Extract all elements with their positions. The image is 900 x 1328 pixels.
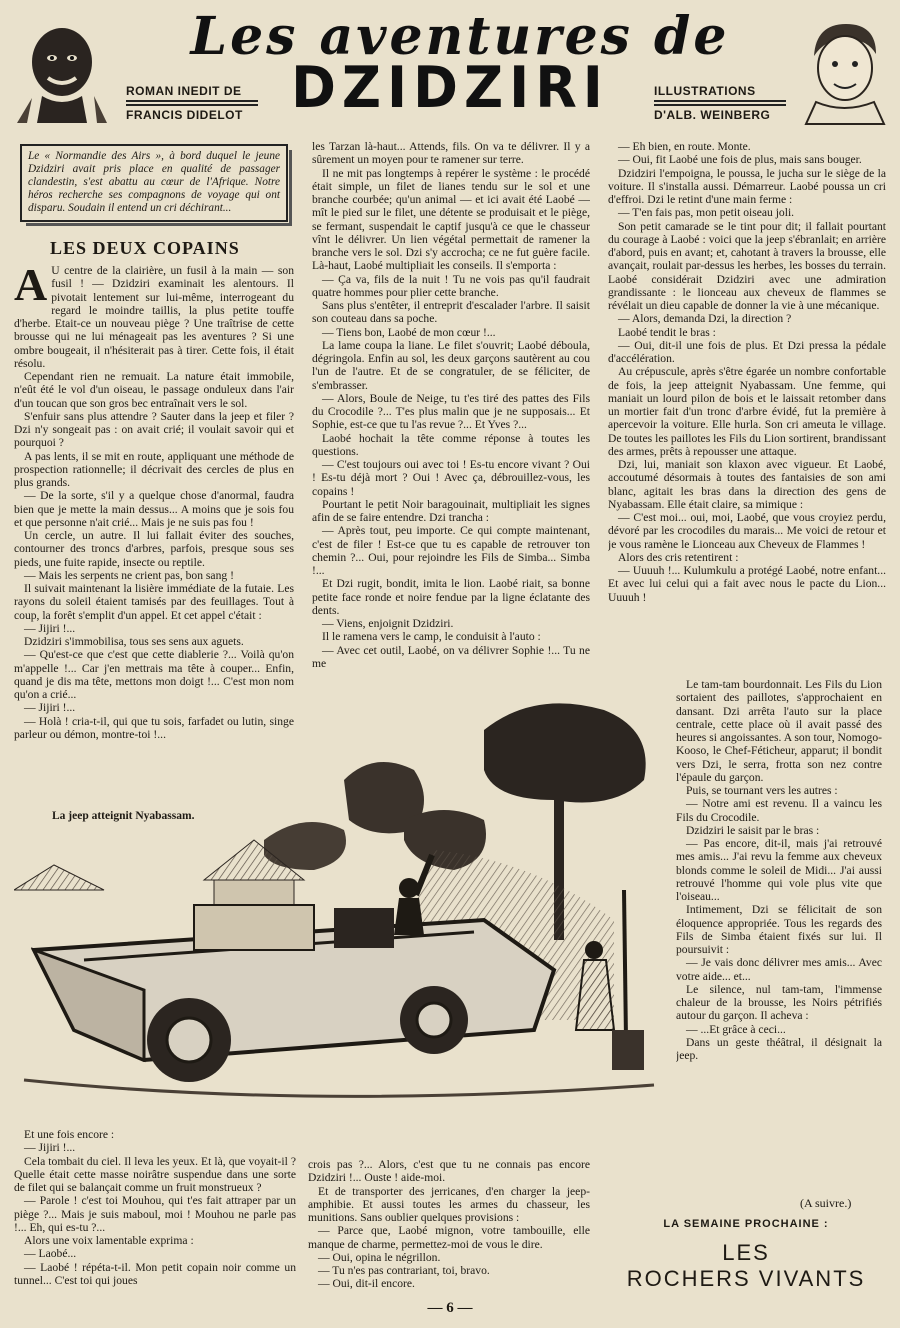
intro-summary-box: Le « Normandie des Airs », à bord duquel le jeune Dzidziri avait pris place en qualité de passager clandestin, s'est abattu au cœur de l'Afrique. Notre héros recherche ses compagnons de voyage qui ont disparu. Soudain il entend un cri déchirant... [20,144,288,222]
paragraph: Il suivait maintenant la lisière immédiate de la futaie. Les rayons du soleil étaient tamisés par des feuillages. Tout à coup, la forêt s'emplit d'un appel. Et cet appel c'était : [14,582,294,622]
paragraph: — De la sorte, s'il y a quelque chose d'anormal, faudra bien que je mette la main dessus... A moins que je sois fou et que personne n'ait crié... Mais je ne suis pas fou ! [14,489,294,529]
paragraph: Intimement, Dzi se félicitait de son éloquence appropriée. Tous les regards des Fils de Simba étaient fixés sur lui. Il poursuivit : [676,903,882,956]
paragraph: — C'est toujours oui avec toi ! Es-tu encore vivant ? Oui ! Es-tu déjà mort ? Oui ! Avec ça, débrouillez-vous, les copains ! [312,458,590,498]
paragraph: — Jijiri !... [24,701,76,715]
paragraph: Et Dzi rugit, bondit, imita le lion. Laobé riait, sa bonne petite face ronde et noire fendue par la ligne éclatante des dents. [312,577,590,617]
paragraph: — Alors, demanda Dzi, la direction ? [618,312,792,326]
jeep-village-illustration [14,690,674,1130]
paragraph: Dzidziri le saisit par le bras : [686,823,820,837]
paragraph: — Après tout, peu importe. Ce qui compte maintenant, c'est de filer ! Est-ce que tu es capable de retrouver ton chemin ?... Oui, pour rejoindre les Fils de Simba... Simba !... [312,524,590,577]
paragraph: — Parce que, Laobé mignon, votre tambouille, elle manque de charme, permettez-moi de vous le dire. [308,1224,590,1251]
paragraph: — Viens, enjoignit Dzidziri. [322,617,454,630]
column-1-bottom-text [14,1128,296,1288]
next-week-title [608,1240,884,1292]
paragraph: Pourtant le petit Noir baragouinait, multipliait les signes afin de se faire entendre. Dzi trancha : [312,497,590,524]
paragraph: — Oui, fit Laobé une fois de plus, mais sans bouger. [618,153,862,167]
paragraph: U centre de la clairière, un fusil à la main — son fusil ! — Dzidziri examinait les alentours. Il pivotait lentement sur lui-même, interrogeant du regard le moindre taillis, la plus petite touffe d'herbe. Etait-ce un nouveau piège ? Une traîtrise de cette brousse qui ne lui ménageait pas les aventures ? Si une ombre bougeait, il n'hésiterait pas à tirer. Cette fois, il était résolu. [14,264,294,370]
author-label: ROMAN INEDIT DE [126,84,242,98]
paragraph: — Alors, Boule de Neige, tu t'es tiré des pattes des Fils du Crocodile ?... T'es plus malin que je ne supposais... Et Sophie, est-ce que tu l'as revue ?... Et Yves ?... [312,391,590,432]
paragraph: Et une fois encore : [24,1128,115,1141]
paragraph: — Laobé... [24,1247,77,1261]
paragraph: Le silence, nul tam-tam, l'immense chaleur de la brousse, les Noirs pétrifiés autour du garçon. Il acheva : [676,982,882,1023]
paragraph: — Holà ! cria-t-il, qui que tu sois, farfadet ou lutin, singe parleur ou démon, montre-toi !... [14,714,294,741]
paragraph: Sans plus s'entêter, il entreprit d'escalader l'arbre. Il saisit son couteau dans sa poche. [312,299,590,326]
title-dzidziri: DZIDZIRI [291,54,609,121]
white-boy-portrait [796,16,892,126]
next-title-line2: ROCHERS VIVANTS [626,1266,866,1291]
paragraph: — Je vais donc délivrer mes amis... Avec votre aide... et... [676,956,882,983]
paragraph: — Laobé ! répéta-t-il. Mon petit copain noir comme un tunnel... C'est toi qui joues [14,1260,296,1287]
author-name: FRANCIS DIDELOT [126,108,243,122]
paragraph: — Tiens bon, Laobé de mon cœur !... [322,325,496,339]
paragraph: crois pas ?... Alors, c'est que tu ne connais pas encore Dzidziri !... Ouste ! aide-moi. [308,1158,590,1185]
paragraph: — Jijiri !... [24,621,76,635]
paragraph: — C'est moi... oui, moi, Laobé, que vous croyiez perdu, dévoré par les crocodiles du marais... Me voici de retour et je vous ramène le Lionceau aux Cheveux de Flammes ! [608,511,886,551]
author-byline [126,84,258,122]
paragraph: A pas lents, il se mit en route, appliquant une méthode de prospection rationnelle; il décrivait des cercles de plus en plus grands. [14,449,294,489]
column-2-bottom-text [308,1158,590,1290]
paragraph: Au crépuscule, après s'être égarée un nombre confortable de fois, la jeep atteignit Nyabassam. Une femme, qui maniait un lourd pilon de bois et le laissait retomber dans un mortier fait d'un tronc d'arbre évidé, fut la première à apercevoir la voiture. Elle hurla. Son cri ameuta le village. De toutes les paillotes les Fils du Lion sortirent, brandissant des armes, prêts à repousser une attaque. [608,365,886,458]
paragraph: Cela tombait du ciel. Il leva les yeux. Et là, que voyait-il ? Quelle était cette masse noirâtre suspendue dans une sorte de filet qui se balançait comme un fruit monstrueux ? [14,1154,296,1194]
paragraph: — Parole ! c'est toi Mouhou, qui t'es fait attraper par un piège ?... Mais je suis maboul, moi ! Mouhou ne parle pas !... Eh, qui es-tu ?... [14,1194,296,1234]
illustrator-label: ILLUSTRATIONS [654,84,756,98]
paragraph: — Ça va, fils de la nuit ! Tu ne vois pas qu'il faudrait quatre hommes pour plier cette branche. [312,272,590,299]
paragraph: — Uuuuh !... Kulumkulu a protégé Laobé, notre enfant... Et avec lui celui qui a fait avec nous le pacte du Lion... Uuuuh ! [608,564,886,604]
african-boy-portrait [12,18,112,126]
paragraph: — Tu n'es pas contrariant, toi, bravo. [318,1264,490,1277]
paragraph: — Jijiri !... [24,1141,76,1155]
paragraph: — Oui, dit-il encore. [318,1277,415,1290]
paragraph: Dans un geste théâtral, il désignait la jeep. [676,1035,882,1062]
paragraph: La lame coupa la liane. Le filet s'ouvrit; Laobé déboula, dégringola. Enfin au sol, les deux garçons sautèrent au cou l'un de l'autre. Et de se congratuler, de se féliciter, de s'embrasser. [312,338,590,392]
column-2-text [312,140,590,706]
paragraph: S'enfuir sans plus attendre ? Sauter dans la jeep et filer ? Dzi n'y songeait pas : on avait crié; il voulait savoir qui et pourquoi ? [14,409,294,450]
paragraph: — Oui, opina le négrillon. [318,1250,441,1264]
paragraph: — Pas encore, dit-il, mais j'ai retrouvé mes amis... J'ai revu la femme aux cheveux blonds comme le soleil de Midi... J'ai aussi retrouvé l'homme qui vole plus vite que l'oiseau... [676,837,882,903]
to-be-continued: (A suivre.) [800,1196,852,1210]
paragraph: les Tarzan là-haut... Attends, fils. On va te délivrer. Il y a sûrement un moyen pour te ramener sur terre. [312,140,590,167]
column-3-narrow-text [676,678,882,1142]
paragraph: Alors une voix lamentable exprima : [24,1234,194,1247]
paragraph: Le tam-tam bourdonnait. Les Fils du Lion sortaient des paillotes, s'approchaient en dansant. Dzi arrêta l'auto sur la place centrale, cette place où il avait passé des heures si angoissantes. A son tour, Nomogo-Kooso, le Chef-Féticheur, apparut; il bondit vers Dzi, le serra, frotta son nez contre l'épaule du garçon. [676,678,882,784]
paragraph: — Avec cet outil, Laobé, on va délivrer Sophie !... Tu ne me [312,643,590,670]
column-3-text [608,140,886,678]
illustrator-byline [654,84,786,122]
dropcap: A [14,264,48,310]
paragraph: Dzidziri l'empoigna, le poussa, le jucha sur le siège de la voiture. Il s'installa aussi. Démarreur. Laobé poussa un cri d'effroi. Dzi le retint d'une main ferme : [608,166,886,206]
paragraph: Un cercle, un autre. Il lui fallait éviter des souches, contourner des troncs d'arbres, parfois, presque sous ses pieds, une fuite rapide, insecte ou reptile. [14,529,294,569]
chapter-title: LES DEUX COPAINS [50,238,240,258]
illustrator-name: D'ALB. WEINBERG [654,108,771,122]
paragraph: — ...Et grâce à ceci... [686,1022,786,1036]
next-week-label: LA SEMAINE PROCHAINE : [663,1218,829,1230]
paragraph: — Eh bien, en route. Monte. [618,140,751,153]
paragraph: Laobé hochait la tête comme réponse à toutes les questions. [312,431,590,458]
paragraph: — T'en fais pas, mon petit oiseau joli. [618,206,795,220]
paragraph: Dzi, lui, maniait son klaxon avec vigueur. Et Laobé, accoutumé désormais à toutes des fantaisies de son ami blanc, agitait les bras dans la direction des gens de Nyabassam. Elle était claire, sa mimique : [608,458,886,511]
paragraph: — Mais les serpents ne crient pas, bon sang ! [24,568,234,582]
next-title-line1: LES [722,1240,770,1265]
paragraph: Dzidziri s'immobilisa, tous ses sens aux aguets. [24,635,244,648]
paragraph: Il ne mit pas longtemps à repérer le système : le procédé était simple, un filet de lianes tendu sur le sol et une branche courbée; qu'un animal — et ici avait été Laobé — mît le pied sur le filet, une détente se produisait et le piège, se fermant, suspendait le captif jusqu'à ce que le chasseur vînt le délivrer. Un lien végétal permettait de ramener la branche vers le sol. Dzi s'y accrocha; ce ne fut guère facile. Là-haut, Laobé multipliait les conseils. Il s'emporta : [312,166,590,273]
page-number: — 6 — [427,1300,473,1316]
paragraph: Et de transporter des jerricanes, d'en charger la jeep-amphibie. Et aussi toutes les armes du chasseur, les munitions. Sans oublier quelques provisions : [308,1184,590,1224]
paragraph: Cependant rien ne remuait. La nature était immobile, n'eût été le vol d'un oiseau, le passage onduleux dans l'air d'un toucan que son gros bec entraînait vers le sol. [14,370,294,410]
paragraph: Laobé tendit le bras : [618,325,716,339]
paragraph: Puis, se tournant vers les autres : [686,784,838,797]
paragraph: — Notre ami est revenu. Il a vaincu les Fils du Crocodile. [676,797,882,824]
paragraph: Alors des cris retentirent : [618,550,739,564]
title-script: Les aventures de [190,6,730,67]
paragraph: — Qu'est-ce que c'est que cette diablerie ?... Voilà qu'on m'appelle !... Car j'en mettrais ma tête à couper... Enfin, quand je dis ma tête, mettons mon doigt !... C'est mon nom qu'on a crié... [14,648,294,701]
paragraph: Il le ramena vers le camp, le conduisit à l'auto : [322,630,541,644]
illustration-caption: La jeep atteignit Nyabassam. [52,810,195,822]
paragraph: Son petit camarade se le tint pour dit; il fallait pourtant du courage à Laobé : voici que la jeep s'ébranlait; en arrière d'abord, puis en avant; et, cahotant à travers la brousse, elle avançait, roulait par-dessus les herbes, les bosses du terrain. Laobé considérait Dzidziri avec une admiration grandissante : le lionceau aux cheveux de flammes se révélait un dieu capable de donner la vie à une mécanique. [608,219,886,312]
paragraph: — Oui, dit-il une fois de plus. Et Dzi pressa la pédale d'accélération. [608,338,886,365]
